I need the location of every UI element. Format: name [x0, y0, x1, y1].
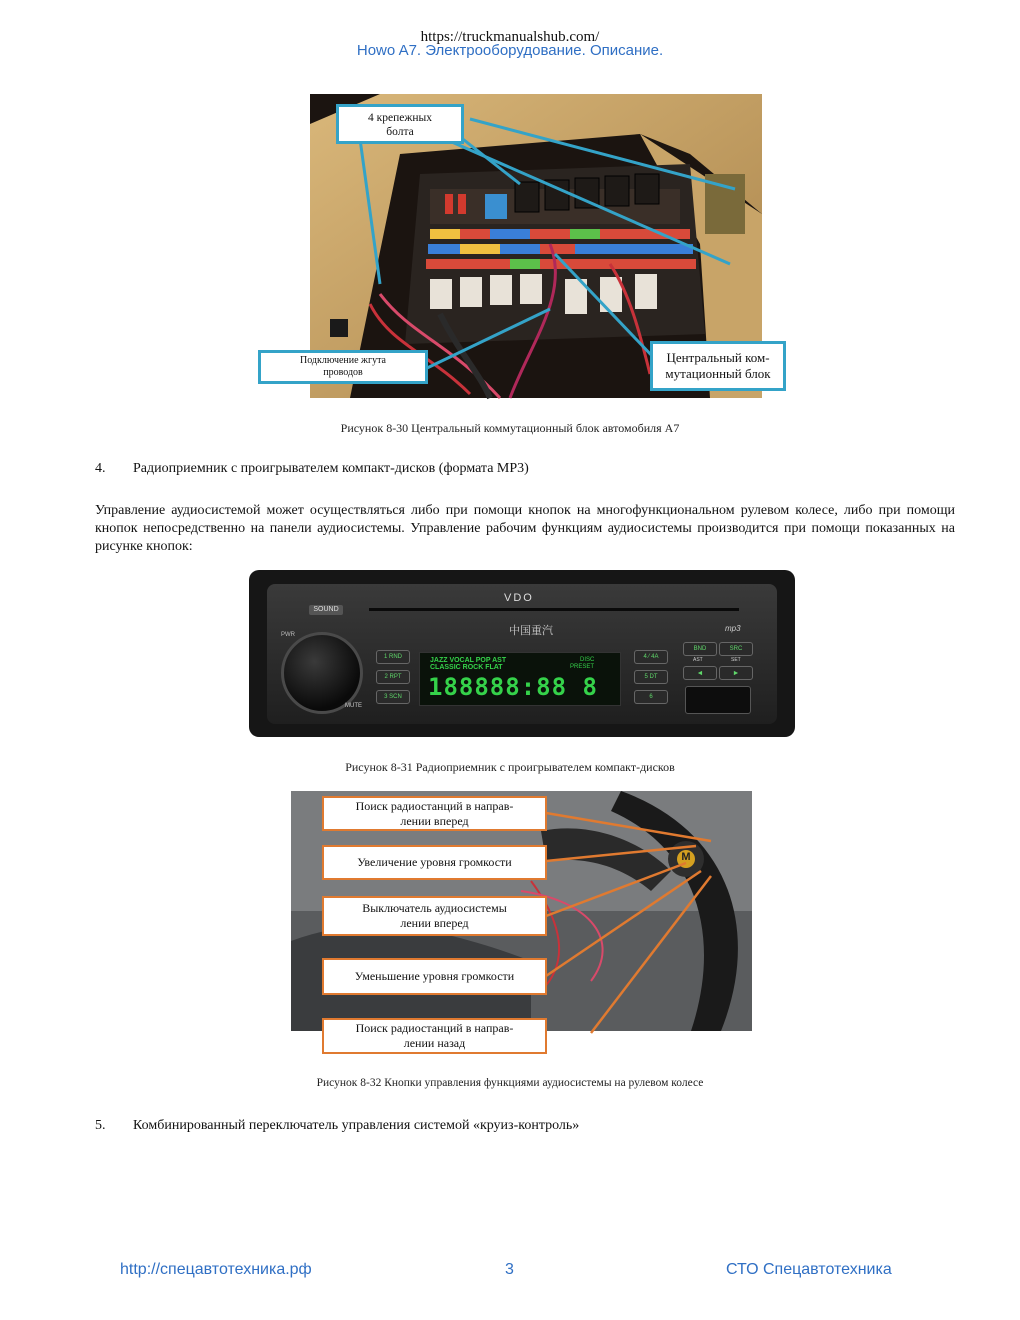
- seek-back-button[interactable]: ◄: [683, 666, 717, 680]
- callout-seek-forward: Поиск радиостанций в направ- лении вперед: [322, 796, 547, 831]
- lcd-preset-label: PRESET: [570, 664, 595, 670]
- preset-button-1[interactable]: 1 RND: [376, 650, 410, 664]
- cd-slot: [369, 608, 739, 611]
- lcd-eq-mid: CLASSIC ROCK FLAT: [430, 664, 503, 671]
- item-5-text: Комбинированный переключатель управления системой «круиз-контроль»: [133, 1118, 580, 1133]
- sound-button[interactable]: SOUND: [309, 605, 343, 615]
- page-number: 3: [505, 1261, 514, 1278]
- item-5-number: 5.: [95, 1118, 106, 1133]
- src-button[interactable]: SRC: [719, 642, 753, 656]
- figure-radio: [249, 570, 795, 737]
- item-4-text: Радиоприемник с проигрывателем компакт-дисков (формата MP3): [133, 461, 529, 476]
- callout-central-block: Центральный ком- мутационный блок: [650, 341, 786, 391]
- mp3-label: mp3: [725, 624, 741, 633]
- callout-harness: Подключение жгута проводов: [258, 350, 428, 384]
- callout-volume-down: Уменьшение уровня громкости: [322, 958, 547, 995]
- audio-control-paragraph: Управление аудиосистемой может осуществляться либо при помощи кнопок на многофункциональном рулевом колесе, либо при помощи кнопок непосредственно на панели аудиосистемы. Управление рабочим функциям аудиосистемы производится при помощи показанных на рисунке кнопок:: [95, 503, 955, 554]
- lcd-eq-top: JAZZ VOCAL POP AST: [430, 657, 507, 664]
- pwr-label: PWR: [281, 632, 295, 638]
- preset-button-3[interactable]: 3 SCN: [376, 690, 410, 704]
- callout-seek-back: Поиск радиостанций в направ- лении назад: [322, 1018, 547, 1054]
- ast-label: AST: [693, 657, 703, 663]
- radio-brand: VDO: [504, 592, 534, 604]
- bnd-button[interactable]: BND: [683, 642, 717, 656]
- radio-logo: 中国重汽: [509, 624, 553, 637]
- preset-button-5[interactable]: 5 DT: [634, 670, 668, 684]
- lcd-digits: 188888:88 8: [428, 673, 598, 701]
- lcd-disc-label: DISC: [580, 657, 595, 663]
- item-4-number: 4.: [95, 461, 106, 476]
- eject-button[interactable]: [685, 686, 751, 714]
- mode-button[interactable]: M: [681, 851, 691, 863]
- callout-volume-up: Увеличение уровня громкости: [322, 845, 547, 880]
- callout-bolts: 4 крепежных болта: [336, 104, 464, 144]
- mute-label: MUTE: [345, 703, 362, 709]
- seek-forward-button[interactable]: ►: [719, 666, 753, 680]
- figure-caption-8-32: Рисунок 8-32 Кнопки управления функциями аудиосистемы на рулевом колесе: [316, 1077, 704, 1089]
- preset-button-2[interactable]: 2 RPT: [376, 670, 410, 684]
- figure-caption-8-31: Рисунок 8-31 Радиоприемник с проигрывателем компакт-дисков: [345, 760, 675, 774]
- preset-button-6[interactable]: 6: [634, 690, 668, 704]
- figure-caption-8-30: Рисунок 8-30 Центральный коммутационный блок автомобиля А7: [340, 421, 680, 435]
- lcd-display: [419, 652, 621, 706]
- callout-audio-switch: Выключатель аудиосистемы лении вперед: [322, 896, 547, 936]
- footer-link[interactable]: http://спецавтотехника.рф: [120, 1261, 312, 1278]
- header-url: https://truckmanualshub.com/: [420, 29, 600, 45]
- footer-company: СТО Спецавтотехника: [726, 1261, 892, 1278]
- header-title: Howo A7. Электрооборудование. Описание.: [356, 42, 664, 59]
- set-label: SET: [731, 657, 741, 663]
- preset-button-4[interactable]: 4 ⁄ 4A: [634, 650, 668, 664]
- volume-knob[interactable]: [281, 632, 363, 714]
